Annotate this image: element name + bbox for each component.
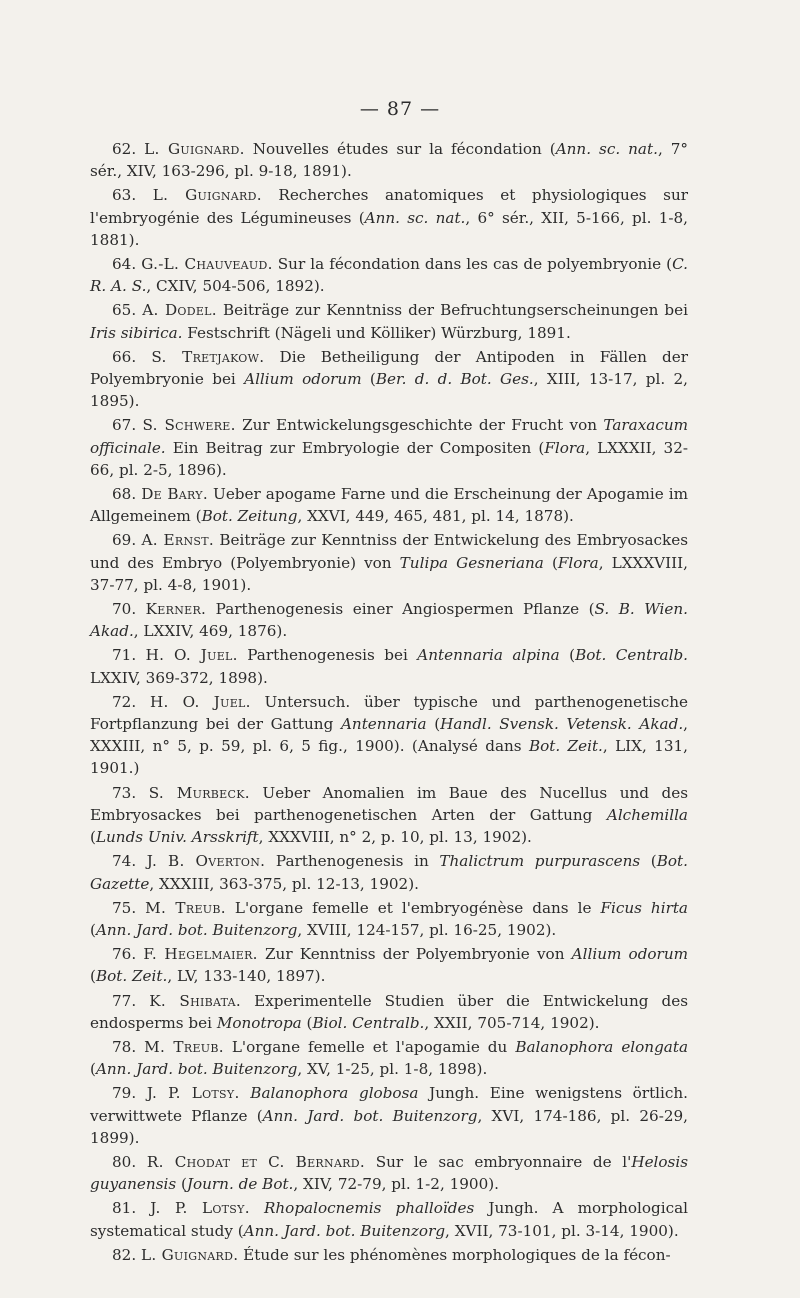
reference-italic-title: Lunds Univ. Arsskrift: [95, 828, 259, 847]
reference-text: , XXVI, 449, 465, 481, pl. 14, 1878).: [297, 507, 574, 526]
reference-number: 65.: [112, 301, 137, 320]
reference-author: J. P. Lotsy.: [150, 1199, 250, 1218]
reference-italic-title: Ann. Jard. bot. Buitenzorg: [243, 1221, 446, 1240]
reference-number: 64.: [112, 255, 137, 274]
reference-author: H. O. Juel.: [149, 692, 251, 711]
reference-text: , XXXVIII, n° 2, p. 10, pl. 13, 1902).: [258, 828, 532, 847]
reference-entry: [90, 184, 688, 251]
reference-entry: [90, 644, 688, 688]
reference-text: Ueber apogame Farne und die Erscheinung der Apogamie im Allgemeinem (: [90, 485, 688, 526]
reference-entry: [90, 850, 688, 894]
reference-text: Étude sur les phénomènes morphologiques de la fécon-: [238, 1245, 671, 1264]
reference-italic-title: Antennaria alpina: [417, 646, 560, 665]
reference-text: (: [301, 1013, 313, 1032]
reference-text: Recherches anatomiques et physiologiques sur l'embryogénie des Légumineuses (: [90, 186, 688, 227]
reference-entry: [90, 253, 688, 297]
reference-author: L. Guignard.: [144, 140, 245, 158]
reference-italic-title: Bot. Gazette: [90, 852, 688, 893]
reference-text: (: [361, 370, 376, 389]
reference-text: Zur Entwickelungsgeschichte der Frucht von: [235, 416, 604, 435]
reference-number: 67.: [112, 416, 137, 435]
reference-entry: [90, 1151, 688, 1195]
reference-text: Jungh. A morphological systematical study (: [90, 1199, 689, 1240]
reference-text: Festschrift (Nägeli und Kölliker) Würzburg, 1891.: [182, 323, 571, 342]
reference-italic-title: Ann. Jard. bot. Buitenzorg: [95, 920, 298, 939]
reference-number: 63.: [112, 186, 137, 205]
reference-number: 66.: [112, 347, 137, 366]
reference-entry: [90, 691, 688, 780]
reference-italic-title: Ann. sc. nat.: [555, 140, 658, 158]
reference-author: A. Dodel.: [142, 301, 217, 320]
reference-italic-title: Thalictrum purpurascens: [439, 852, 641, 871]
reference-italic-title: Journ. de Bot.: [186, 1175, 294, 1194]
reference-italic-title: Ann. Jard. bot. Buitenzorg: [95, 1060, 298, 1079]
reference-text: (: [543, 553, 558, 572]
reference-italic-title: Antennaria: [340, 715, 427, 734]
reference-text: [250, 1199, 264, 1217]
reference-text: , 7° sér., XIV, 163-296, pl. 9-18, 1891).: [90, 140, 689, 181]
reference-entry: [90, 1082, 688, 1149]
reference-text: , 6° sér., XII, 5-166, pl. 1-8, 1881).: [90, 208, 688, 249]
reference-number: 74.: [112, 852, 137, 871]
reference-number: 69.: [112, 531, 137, 550]
reference-italic-title: Monotropa: [216, 1013, 302, 1032]
reference-text: Beiträge zur Kenntniss der Entwickelung des Embryosackes und des Embryo (Polyembryonie) von: [90, 531, 689, 572]
reference-text: Ueber Anomalien im Baue des Nucellus und des Embryosackes bei parthenogenetischen Arten der Gattung: [90, 783, 689, 824]
reference-text: , XXXIII, 363-375, pl. 12-13, 1902).: [149, 874, 419, 893]
reference-number: 62.: [112, 140, 137, 158]
reference-author: S. Tretjakow.: [151, 347, 265, 366]
reference-author: A. Ernst.: [141, 531, 215, 550]
reference-italic-title: Allium odorum: [571, 945, 689, 964]
reference-text: , LXXXVIII, 37-77, pl. 4-8, 1901).: [90, 553, 688, 594]
reference-italic-title: Biol. Centralb.: [312, 1013, 425, 1032]
reference-text: (: [176, 1175, 187, 1194]
reference-text: , XXXIII, n° 5, p. 59, pl. 6, 5 fig., 1900). (Analysé dans: [90, 715, 688, 756]
reference-author: S. Schwere.: [142, 416, 236, 435]
reference-text: Nouvelles études sur la fécondation (: [244, 140, 556, 158]
reference-text: , XVIII, 124-157, pl. 16-25, 1902).: [297, 920, 557, 939]
reference-author: M. Treub.: [144, 1037, 224, 1056]
reference-author: F. Hegelmaier.: [143, 945, 258, 964]
reference-italic-title: Iris sibirica.: [90, 323, 183, 342]
reference-italic-title: Rhopalocnemis phalloïdes: [263, 1199, 475, 1218]
reference-text: Parthenogenesis bei: [237, 646, 418, 665]
reference-text: L'organe femelle et l'apogamie du: [223, 1037, 516, 1056]
reference-text: [240, 1084, 251, 1102]
reference-entry: [90, 346, 688, 413]
reference-italic-title: Ann. sc. nat.: [364, 208, 466, 227]
reference-italic-title: Helosis guyanensis: [90, 1152, 689, 1194]
reference-italic-title: Balanophora elongata: [515, 1037, 689, 1056]
reference-text: Beiträge zur Kenntniss der Befruchtungserscheinungen bei: [216, 301, 689, 320]
reference-text: Parthenogenesis einer Angiospermen Pflanze (: [206, 600, 595, 619]
reference-author: M. Treub.: [145, 898, 226, 917]
reference-text: , LXXXII, 32-66, pl. 2-5, 1896).: [90, 438, 688, 479]
reference-italic-title: Bot. Zeit.: [95, 967, 168, 986]
reference-italic-title: Ann. Jard. bot. Buitenzorg: [262, 1106, 478, 1125]
reference-italic-title: Alchemilla: [606, 805, 688, 824]
reference-number: 76.: [112, 945, 137, 964]
reference-italic-title: Tulipa Gesneriana: [399, 553, 544, 572]
reference-text: , XIII, 13-17, pl. 2, 1895).: [90, 370, 688, 411]
reference-number: 71.: [112, 646, 137, 665]
reference-text: , XVII, 73-101, pl. 3-14, 1900).: [445, 1221, 679, 1240]
reference-author: K. Shibata.: [149, 991, 242, 1010]
reference-text: , LV, 133-140, 1897).: [167, 967, 326, 986]
reference-author: R. Chodat et C. Bernard.: [146, 1152, 366, 1171]
reference-entry: [90, 598, 688, 642]
reference-author: H. O. Juel.: [145, 646, 238, 665]
reference-text: (: [90, 920, 96, 939]
reference-text: Untersuch. über typische und parthenogenetische Fortpflanzung bei der Gattung: [90, 692, 688, 734]
reference-entry: [90, 897, 688, 941]
reference-author: L. Guignard.: [140, 1245, 239, 1264]
reference-entry: [90, 299, 688, 343]
reference-text: Jungh. Eine wenigstens örtlich. verwittwete Pflanze (: [90, 1084, 689, 1125]
reference-italic-title: Bot. Zeitung: [201, 507, 298, 526]
reference-author: J. B. Overton.: [146, 852, 266, 871]
reference-entry: [90, 782, 688, 849]
reference-text: , LIX, 131, 1901.): [90, 737, 688, 778]
reference-text: Zur Kenntniss der Polyembryonie von: [257, 945, 572, 964]
reference-text: (: [90, 828, 96, 847]
reference-number: 70.: [112, 600, 137, 619]
reference-number: 82.: [112, 1245, 137, 1264]
reference-number: 73.: [112, 783, 137, 802]
reference-entry: [90, 1036, 688, 1080]
reference-italic-title: Ber. d. d. Bot. Ges.: [375, 370, 534, 389]
reference-number: 68.: [112, 485, 137, 504]
reference-italic-title: Taraxacum officinale.: [90, 416, 689, 457]
reference-text: , LXXIV, 469, 1876).: [133, 622, 288, 641]
reference-text: , XV, 1-25, pl. 1-8, 1898).: [297, 1060, 488, 1079]
reference-text: L'organe femelle et l'embryogénèse dans le: [225, 898, 601, 917]
reference-text: Sur la fécondation dans les cas de polyembryonie (: [272, 255, 673, 274]
reference-entry: [90, 1197, 688, 1241]
reference-text: Ein Beitrag zur Embryologie der Compositen (: [165, 438, 545, 457]
reference-number: 72.: [112, 692, 137, 711]
reference-number: 75.: [112, 898, 137, 917]
reference-author: S. Murbeck.: [148, 783, 250, 802]
reference-entry: [90, 529, 688, 596]
reference-author: Kerner.: [145, 600, 207, 619]
reference-italic-title: Bot. Zeit.: [528, 737, 603, 756]
reference-entry: [90, 483, 688, 527]
reference-italic-title: Flora: [544, 438, 586, 457]
reference-entry: [90, 1244, 688, 1266]
reference-italic-title: Ficus hirta: [600, 898, 688, 917]
reference-entry: [90, 943, 688, 987]
reference-number: 80.: [112, 1152, 137, 1171]
page-number: — 87 —: [359, 98, 441, 120]
reference-author: G.-L. Chauveaud.: [141, 255, 273, 274]
reference-italic-title: Handl. Svensk. Vetensk. Akad.: [440, 715, 684, 734]
reference-text: , XXII, 705-714, 1902).: [424, 1013, 600, 1032]
reference-list: [90, 138, 688, 1268]
reference-italic-title: S. B. Wien. Akad.: [90, 600, 688, 641]
reference-entry: [90, 414, 688, 481]
reference-author: De Bary.: [141, 485, 208, 504]
reference-text: (: [559, 646, 576, 665]
reference-number: 81.: [112, 1199, 137, 1218]
reference-italic-title: Allium odorum: [244, 370, 362, 389]
reference-text: (: [640, 852, 657, 871]
reference-author: J. P. Lotsy.: [146, 1084, 240, 1103]
reference-text: LXXIV, 369-372, 1898).: [90, 668, 268, 687]
reference-text: Parthenogenesis in: [265, 852, 440, 871]
reference-text: , XIV, 72-79, pl. 1-2, 1900).: [293, 1175, 500, 1194]
reference-text: , XVI, 174-186, pl. 26-29, 1899).: [90, 1106, 688, 1147]
reference-text: (: [90, 1060, 96, 1079]
reference-entry: [90, 138, 688, 182]
reference-number: 79.: [112, 1084, 137, 1103]
reference-italic-title: Flora: [557, 553, 599, 572]
reference-number: 78.: [112, 1037, 137, 1056]
reference-text: Experimentelle Studien über die Entwickelung des endosperms bei: [90, 991, 689, 1032]
reference-entry: [90, 990, 688, 1034]
reference-italic-title: Balanophora globosa: [250, 1084, 419, 1103]
reference-text: (: [90, 967, 96, 986]
reference-number: 77.: [112, 991, 137, 1010]
reference-author: L. Guignard.: [152, 186, 262, 205]
reference-italic-title: Bot. Centralb.: [575, 646, 689, 665]
reference-text: Die Betheiligung der Antipoden in Fällen der Polyembryonie bei: [90, 347, 689, 389]
reference-text: , CXIV, 504-506, 1892).: [146, 277, 325, 296]
reference-text: (: [426, 715, 441, 734]
reference-text: Sur le sac embryonnaire de l': [365, 1152, 632, 1171]
reference-italic-title: C. R. A. S.: [90, 255, 689, 296]
